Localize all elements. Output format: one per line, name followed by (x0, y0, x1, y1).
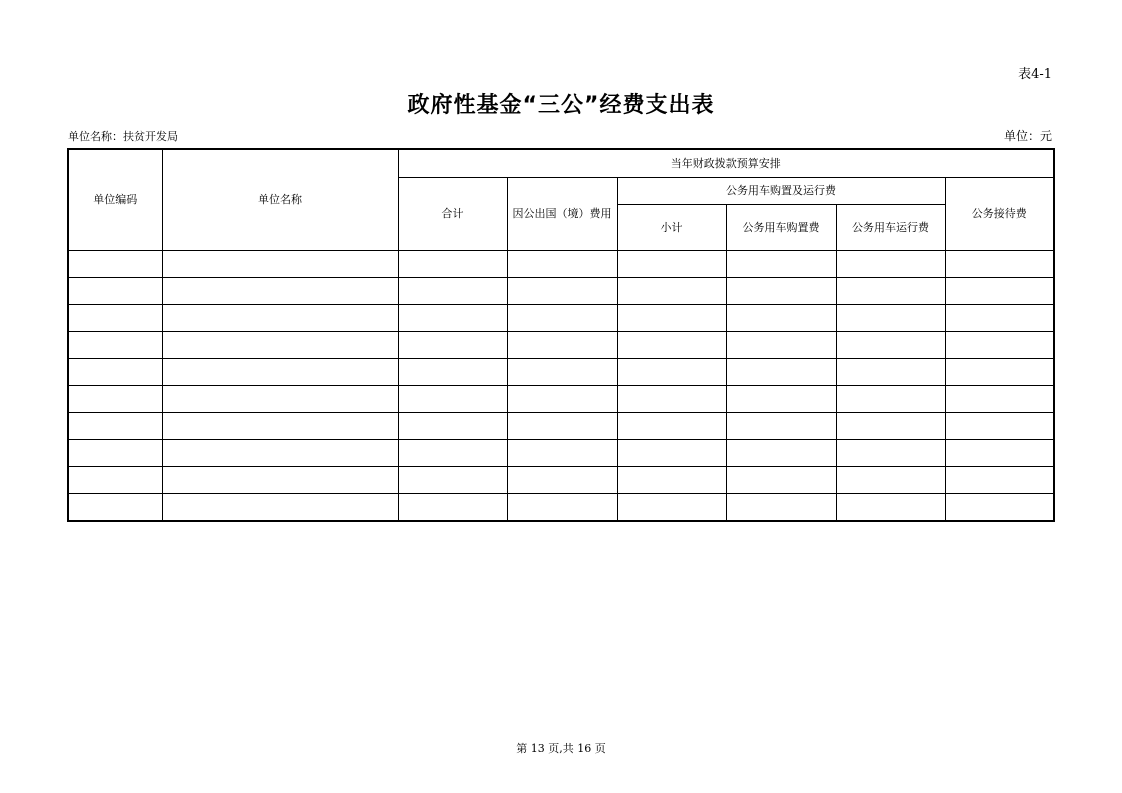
table-cell (507, 467, 617, 494)
table-cell (162, 413, 398, 440)
header-unit-code: 单位编码 (68, 149, 162, 251)
table-cell (68, 251, 162, 278)
table-cell (507, 440, 617, 467)
table-cell (945, 440, 1054, 467)
table-cell (726, 251, 836, 278)
table-cell (507, 386, 617, 413)
table-row (68, 494, 1054, 522)
table-cell (162, 305, 398, 332)
table-row (68, 278, 1054, 305)
table-cell (945, 386, 1054, 413)
table-cell (945, 332, 1054, 359)
table-cell (398, 359, 507, 386)
table-cell (726, 359, 836, 386)
table-number: 表4-1 (1018, 67, 1052, 82)
table-cell (68, 494, 162, 522)
table-cell (726, 332, 836, 359)
org-name-label: 单位名称：扶贫开发局 (68, 130, 178, 143)
table-cell (617, 359, 726, 386)
table-cell (726, 494, 836, 522)
table-cell (398, 305, 507, 332)
header-budget-group: 当年财政拨款预算安排 (398, 149, 1054, 178)
table-cell (398, 494, 507, 522)
table-cell (836, 359, 945, 386)
header-vehicle-operation: 公务用车运行费 (836, 205, 945, 251)
table-cell (398, 251, 507, 278)
table-cell (162, 332, 398, 359)
table-row (68, 332, 1054, 359)
currency-unit-label: 单位：元 (1003, 129, 1052, 143)
table-cell (836, 251, 945, 278)
table-row (68, 251, 1054, 278)
table-row (68, 413, 1054, 440)
table-cell (945, 413, 1054, 440)
table-cell (507, 413, 617, 440)
table-row (68, 467, 1054, 494)
table-cell (836, 332, 945, 359)
table-cell (617, 413, 726, 440)
table-cell (68, 332, 162, 359)
table-cell (945, 278, 1054, 305)
table-cell (617, 278, 726, 305)
table-cell (836, 440, 945, 467)
header-vehicle-purchase: 公务用车购置费 (726, 205, 836, 251)
table-row (68, 359, 1054, 386)
table-cell (398, 332, 507, 359)
table-cell (162, 278, 398, 305)
table-cell (162, 494, 398, 522)
table-cell (68, 278, 162, 305)
table-cell (398, 278, 507, 305)
table-row (68, 386, 1054, 413)
page-footer: 第 13 页,共 16 页 (516, 742, 606, 755)
table-cell (507, 494, 617, 522)
table-cell (726, 413, 836, 440)
page-title: 政府性基金“三公”经费支出表 (407, 93, 715, 118)
table-cell (68, 386, 162, 413)
table-cell (836, 413, 945, 440)
table-cell (162, 251, 398, 278)
table-cell (398, 440, 507, 467)
table-cell (945, 251, 1054, 278)
table-cell (617, 332, 726, 359)
expenditure-table (67, 148, 1055, 522)
header-unit-name: 单位名称 (162, 149, 398, 251)
table-cell (726, 440, 836, 467)
table-cell (945, 467, 1054, 494)
table-cell (68, 467, 162, 494)
table-cell (507, 359, 617, 386)
table-cell (507, 278, 617, 305)
table-cell (507, 305, 617, 332)
table-row (68, 305, 1054, 332)
table-cell (726, 467, 836, 494)
header-subtotal: 小计 (617, 205, 726, 251)
table-cell (617, 467, 726, 494)
table-cell (68, 413, 162, 440)
header-abroad: 因公出国（境）费用 (507, 178, 617, 251)
table-cell (836, 467, 945, 494)
table-cell (398, 386, 507, 413)
table-cell (162, 359, 398, 386)
table-cell (945, 494, 1054, 522)
table-cell (726, 305, 836, 332)
header-total: 合计 (398, 178, 507, 251)
table-cell (617, 440, 726, 467)
table-cell (617, 386, 726, 413)
table-cell (68, 305, 162, 332)
table-cell (836, 278, 945, 305)
table-cell (162, 467, 398, 494)
header-reception: 公务接待费 (945, 178, 1054, 251)
table-cell (68, 359, 162, 386)
table-cell (507, 251, 617, 278)
table-cell (945, 359, 1054, 386)
table-cell (836, 305, 945, 332)
table-cell (726, 278, 836, 305)
table-cell (945, 305, 1054, 332)
table-cell (617, 494, 726, 522)
table-cell (162, 440, 398, 467)
table-cell (68, 440, 162, 467)
table-cell (836, 386, 945, 413)
table-cell (836, 494, 945, 522)
table-cell (398, 467, 507, 494)
table-cell (726, 386, 836, 413)
table-row (68, 440, 1054, 467)
table-cell (162, 386, 398, 413)
table-cell (398, 413, 507, 440)
table-cell (507, 332, 617, 359)
table-cell (617, 251, 726, 278)
header-vehicle-group: 公务用车购置及运行费 (617, 178, 945, 205)
table-cell (617, 305, 726, 332)
